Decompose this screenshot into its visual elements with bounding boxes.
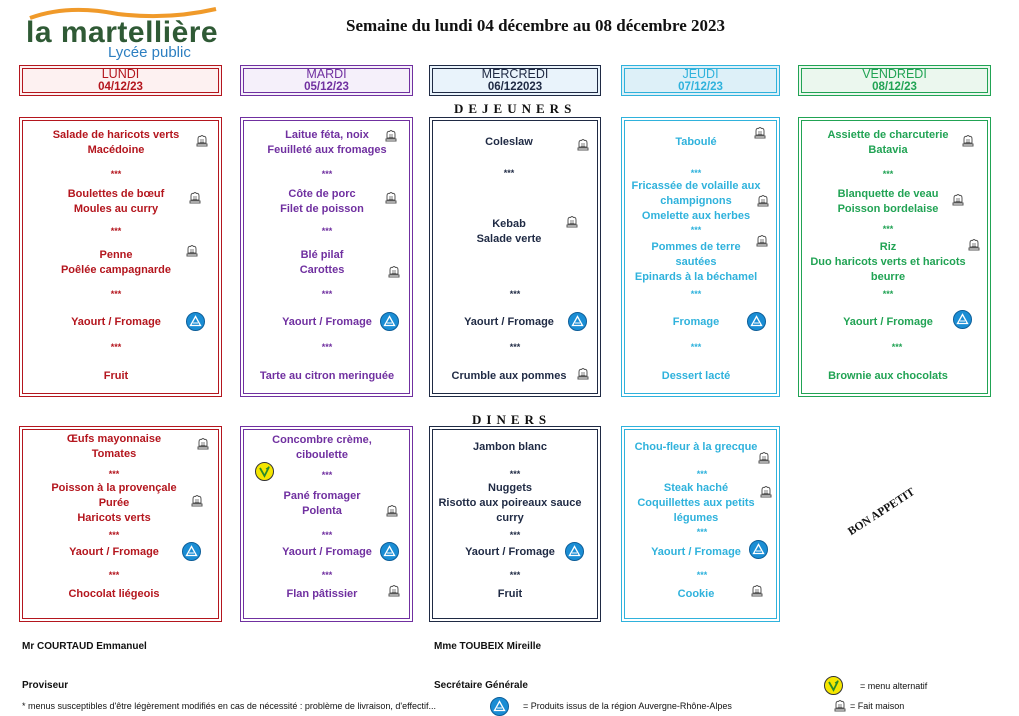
lunch-mardi-main-1: Côte de porc (288, 188, 356, 200)
chef-hat-icon (756, 194, 770, 208)
separator: *** (696, 570, 708, 580)
auvergne-rhone-alpes-icon (953, 310, 972, 329)
auvergne-rhone-alpes-icon (380, 542, 399, 561)
lunch-vendredi-main-2: Poisson bordelaise (837, 203, 939, 215)
dinner-box-mardi (240, 426, 413, 622)
lunch-jeudi-dairy: Fromage (672, 316, 720, 328)
lunch-lundi-dessert: Fruit (103, 370, 129, 382)
lunch-mardi-dessert: Tarte au citron meringuée (259, 370, 395, 382)
separator: *** (108, 570, 120, 580)
auvergne-rhone-alpes-icon (186, 312, 205, 331)
chef-hat-icon (387, 265, 401, 279)
dinner-mercredi-dessert: Fruit (497, 588, 523, 600)
dinner-lundi-starter-1: Œufs mayonnaise (66, 433, 162, 445)
lunch-vendredi-side-1: Riz (879, 241, 897, 253)
day-date: 04/12/23 (98, 81, 143, 93)
legend-home-made: = Fait maison (850, 701, 905, 711)
auvergne-rhone-alpes-icon (182, 542, 201, 561)
logo-subtitle: Lycée public (108, 44, 191, 61)
lunch-mardi-side-2: Carottes (299, 264, 345, 276)
separator: *** (882, 224, 894, 234)
dinner-mardi-starter-2: ciboulette (296, 449, 348, 461)
logo-name: la martellière (26, 16, 219, 49)
chef-hat-icon (755, 234, 769, 248)
separator: *** (509, 570, 521, 580)
dinner-mardi-starter-1: Concombre crème, (272, 434, 372, 446)
auvergne-rhone-alpes-icon (749, 540, 768, 559)
day-name: LUNDI (101, 67, 140, 81)
chef-hat-icon (387, 584, 401, 598)
separator: *** (110, 289, 122, 299)
lunch-box-mercredi (429, 117, 601, 397)
auvergne-rhone-alpes-icon (747, 312, 766, 331)
separator: *** (321, 169, 333, 179)
principal-role: Proviseur (22, 680, 69, 691)
dinner-lundi-main-3: Haricots verts (77, 512, 151, 524)
auvergne-rhone-alpes-icon (380, 312, 399, 331)
dinner-mardi-main-1: Pané fromager (283, 490, 361, 502)
chef-hat-icon (576, 367, 590, 381)
day-header-mercredi (429, 65, 601, 96)
lunch-vendredi-main-1: Blanquette de veau (837, 188, 939, 200)
separator: *** (690, 342, 702, 352)
separator: *** (509, 530, 521, 540)
day-name: VENDREDI (862, 67, 927, 81)
dinner-section-title: DINERS (472, 412, 552, 427)
dinner-mercredi-dairy: Yaourt / Fromage (465, 546, 555, 558)
lunch-lundi-main-1: Boulettes de bœuf (67, 188, 165, 200)
lunch-lundi-starter-1: Salade de haricots verts (52, 129, 180, 141)
day-date: 05/12/23 (304, 81, 349, 93)
lunch-vendredi-dessert: Brownie aux chocolats (828, 370, 948, 382)
separator: *** (110, 226, 122, 236)
lunch-mardi-dairy: Yaourt / Fromage (282, 316, 372, 328)
lunch-box-vendredi (798, 117, 991, 397)
lunch-box-lundi (19, 117, 222, 397)
lunch-mardi-starter-2: Feuilleté aux fromages (267, 144, 387, 156)
separator: *** (321, 470, 333, 480)
chef-hat-icon (750, 584, 764, 598)
dinner-mercredi-main-2: Risotto aux poireaux sauce (438, 497, 582, 509)
lunch-jeudi-dessert: Dessert lacté (661, 370, 731, 382)
lunch-section-title: DEJEUNERS (454, 101, 577, 116)
separator: *** (690, 168, 702, 178)
lunch-mardi-main-2: Filet de poisson (280, 203, 364, 215)
chef-hat-icon (195, 134, 209, 148)
chef-hat-icon (385, 504, 399, 518)
chef-hat-icon (757, 451, 771, 465)
lunch-jeudi-main-3: Omelette aux herbes (641, 210, 751, 222)
dinner-jeudi-main-1: Steak haché (663, 482, 729, 494)
separator: *** (321, 226, 333, 236)
dinner-lundi-dairy: Yaourt / Fromage (69, 546, 159, 558)
auvergne-rhone-alpes-icon (568, 312, 587, 331)
lunch-lundi-main-2: Moules au curry (73, 203, 159, 215)
lunch-vendredi-starter-2: Batavia (868, 144, 908, 156)
lunch-lundi-starter-2: Macédoine (87, 144, 145, 156)
chef-hat-icon (384, 129, 398, 143)
bon-appetit-text: BON APPETIT (846, 486, 918, 539)
separator: *** (110, 169, 122, 179)
separator: *** (509, 289, 521, 299)
separator: *** (321, 530, 333, 540)
dinner-mardi-main-2: Polenta (302, 505, 342, 517)
footnote-disclaimer: * menus susceptibles d'être légèrement modifiés en cas de nécessité : problème de livraison, d'effectif... (22, 701, 436, 711)
dinner-lundi-starter-2: Tomates (91, 448, 137, 460)
lunch-vendredi-side-2: Duo haricots verts et haricots (810, 256, 966, 268)
day-header-lundi (19, 65, 222, 96)
secretary-role: Secrétaire Générale (434, 680, 528, 691)
separator: *** (690, 289, 702, 299)
dinner-mercredi-main-1: Nuggets (488, 482, 532, 494)
chef-hat-icon (961, 134, 975, 148)
chef-hat-icon (759, 485, 773, 499)
lunch-box-jeudi (621, 117, 780, 397)
lunch-jeudi-side-3: Epinards à la béchamel (634, 271, 758, 283)
chef-hat-icon (196, 437, 210, 451)
chef-hat-icon (190, 494, 204, 508)
separator: *** (321, 570, 333, 580)
chef-hat-icon (565, 215, 579, 229)
chef-hat-icon (384, 191, 398, 205)
lunch-mercredi-main-1: Kebab (492, 218, 526, 230)
lunch-mercredi-dairy: Yaourt / Fromage (464, 316, 554, 328)
dinner-lundi-main-2: Purée (98, 497, 130, 509)
separator: *** (509, 469, 521, 479)
dinner-mardi-dessert: Flan pâtissier (286, 588, 358, 600)
principal-name: Mr COURTAUD Emmanuel (22, 641, 147, 652)
lunch-vendredi-dairy: Yaourt / Fromage (843, 316, 933, 328)
lunch-mercredi-main-2: Salade verte (476, 233, 542, 245)
separator: *** (696, 527, 708, 537)
separator: *** (696, 469, 708, 479)
chef-hat-icon (833, 699, 847, 713)
separator: *** (108, 530, 120, 540)
dinner-lundi-main-1: Poisson à la provençale (51, 482, 177, 494)
day-name: MARDI (306, 67, 347, 81)
day-header-vendredi (798, 65, 991, 96)
separator: *** (110, 342, 122, 352)
dinner-jeudi-main-3: légumes (673, 512, 719, 524)
day-date: 08/12/23 (872, 81, 917, 93)
separator: *** (690, 225, 702, 235)
day-date: 06/122023 (487, 81, 543, 93)
lunch-mardi-side-1: Blé pilaf (300, 249, 344, 261)
legend-region: = Produits issus de la région Auvergne-Rhône-Alpes (523, 701, 732, 711)
dinner-jeudi-main-2: Coquillettes aux petits (637, 497, 755, 509)
dinner-lundi-dessert: Chocolat liégeois (68, 588, 160, 600)
auvergne-rhone-alpes-icon (490, 697, 509, 716)
separator: *** (321, 289, 333, 299)
lunch-lundi-side-2: Poêlée campagnarde (60, 264, 172, 276)
dinner-jeudi-starter-1: Chou-fleur à la grecque (634, 441, 758, 453)
dinner-mercredi-main-3: curry (496, 512, 524, 524)
lunch-mercredi-dessert: Crumble aux pommes (451, 370, 567, 382)
veggie-leaf-icon (824, 676, 843, 695)
day-date: 07/12/23 (678, 81, 723, 93)
week-title: Semaine du lundi 04 décembre au 08 décembre 2023 (346, 16, 726, 35)
chef-hat-icon (576, 138, 590, 152)
dinner-box-jeudi (621, 426, 780, 622)
separator: *** (321, 342, 333, 352)
chef-hat-icon (188, 191, 202, 205)
dinner-mardi-dairy: Yaourt / Fromage (282, 546, 372, 558)
lunch-jeudi-main-2: champignons (660, 195, 732, 207)
lunch-vendredi-side-3: beurre (870, 271, 906, 283)
lunch-jeudi-starter-1: Taboulé (675, 136, 717, 148)
lunch-lundi-side-1: Penne (99, 249, 133, 261)
day-name: JEUDI (682, 67, 719, 81)
secretary-name: Mme TOUBEIX Mireille (434, 641, 542, 652)
lunch-box-mardi (240, 117, 413, 397)
lunch-jeudi-side-1: Pommes de terre (651, 241, 741, 253)
lunch-jeudi-side-2: sautées (675, 256, 717, 268)
lunch-lundi-dairy: Yaourt / Fromage (71, 316, 161, 328)
dinner-mercredi-starter-1: Jambon blanc (473, 441, 547, 453)
day-header-jeudi (621, 65, 780, 96)
dinner-box-mercredi (429, 426, 601, 622)
day-header-mardi (240, 65, 413, 96)
separator: *** (882, 169, 894, 179)
chef-hat-icon (185, 244, 199, 258)
day-name: MERCREDI (481, 67, 549, 81)
separator: *** (891, 342, 903, 352)
school-logo (26, 6, 246, 61)
lunch-mercredi-starter-1: Coleslaw (485, 136, 533, 148)
chef-hat-icon (951, 193, 965, 207)
separator: *** (882, 289, 894, 299)
dinner-jeudi-dessert: Cookie (677, 588, 715, 600)
lunch-jeudi-main-1: Fricassée de volaille aux (631, 180, 761, 192)
chef-hat-icon (753, 126, 767, 140)
separator: *** (503, 168, 515, 178)
separator: *** (108, 469, 120, 479)
dinner-box-lundi (19, 426, 222, 622)
auvergne-rhone-alpes-icon (565, 542, 584, 561)
dinner-jeudi-dairy: Yaourt / Fromage (651, 546, 741, 558)
lunch-vendredi-starter-1: Assiette de charcuterie (827, 129, 949, 141)
legend-alternative: = menu alternatif (860, 681, 928, 691)
lunch-mardi-starter-1: Laitue féta, noix (285, 129, 369, 141)
chef-hat-icon (967, 238, 981, 252)
separator: *** (509, 342, 521, 352)
